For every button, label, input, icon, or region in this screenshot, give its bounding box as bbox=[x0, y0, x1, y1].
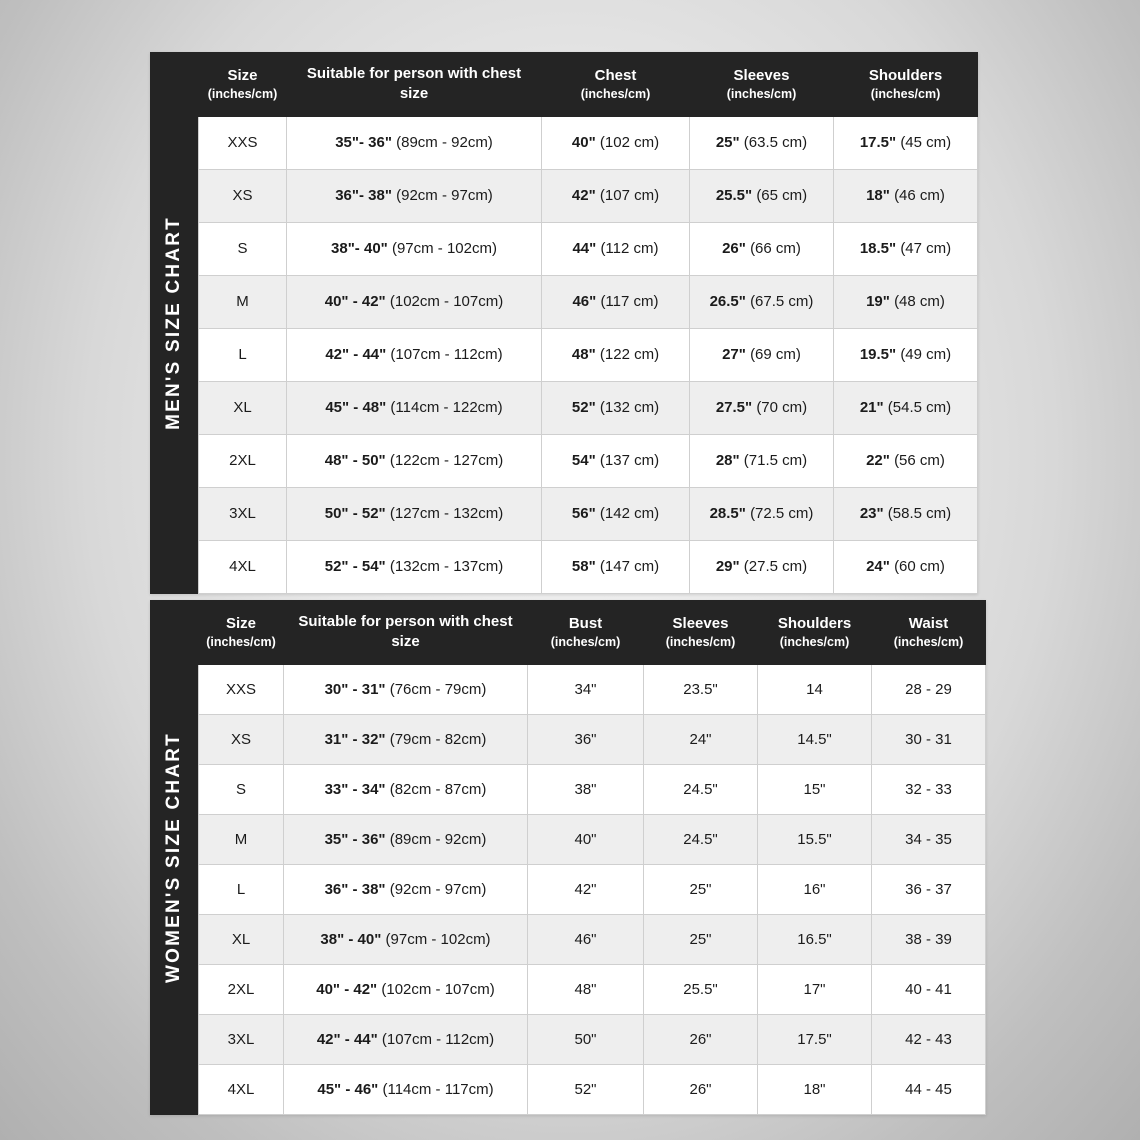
cell-shoulders: 18.5" (47 cm) bbox=[834, 222, 978, 275]
cell-size: XS bbox=[199, 169, 287, 222]
cell-suitable-chest-size: 45" - 48" (114cm - 122cm) bbox=[287, 381, 542, 434]
cell-suitable-chest-size: 45" - 46" (114cm - 117cm) bbox=[284, 1064, 528, 1114]
table-row bbox=[199, 434, 978, 487]
cell-bust: 38" bbox=[528, 764, 644, 814]
cell-sleeves: 24" bbox=[644, 714, 758, 764]
cell-suitable-chest-size: 30" - 31" (76cm - 79cm) bbox=[284, 664, 528, 714]
cell-suitable-chest-size: 40" - 42" (102cm - 107cm) bbox=[287, 275, 542, 328]
column-header-waist: Waist (inches/cm) bbox=[872, 601, 986, 665]
column-header-suitable-chest-size: Suitable for person with chest size bbox=[284, 601, 528, 665]
column-header-shoulders: Shoulders (inches/cm) bbox=[834, 53, 978, 117]
cell-waist: 30 - 31 bbox=[872, 714, 986, 764]
cell-suitable-chest-size: 42" - 44" (107cm - 112cm) bbox=[287, 328, 542, 381]
mens-chart-side-label-text: MEN'S SIZE CHART bbox=[163, 215, 184, 430]
table-row bbox=[199, 116, 978, 169]
cell-suitable-chest-size: 33" - 34" (82cm - 87cm) bbox=[284, 764, 528, 814]
womens-size-table bbox=[198, 600, 986, 1115]
cell-waist: 38 - 39 bbox=[872, 914, 986, 964]
cell-size: S bbox=[199, 222, 287, 275]
column-header-chest: Chest (inches/cm) bbox=[542, 53, 690, 117]
cell-bust: 34" bbox=[528, 664, 644, 714]
cell-size: XXS bbox=[199, 116, 287, 169]
table-row bbox=[199, 1064, 986, 1114]
table-header-row bbox=[199, 601, 986, 665]
column-header-size: Size (inches/cm) bbox=[199, 601, 284, 665]
cell-bust: 52" bbox=[528, 1064, 644, 1114]
mens-size-table bbox=[198, 52, 978, 594]
cell-chest: 58" (147 cm) bbox=[542, 540, 690, 593]
cell-suitable-chest-size: 35"- 36" (89cm - 92cm) bbox=[287, 116, 542, 169]
cell-size: 3XL bbox=[199, 1014, 284, 1064]
cell-suitable-chest-size: 38"- 40" (97cm - 102cm) bbox=[287, 222, 542, 275]
cell-shoulders: 15" bbox=[758, 764, 872, 814]
cell-waist: 28 - 29 bbox=[872, 664, 986, 714]
cell-sleeves: 28" (71.5 cm) bbox=[690, 434, 834, 487]
cell-sleeves: 24.5" bbox=[644, 814, 758, 864]
cell-size: XL bbox=[199, 381, 287, 434]
mens-chart-side-label bbox=[150, 52, 198, 594]
cell-suitable-chest-size: 31" - 32" (79cm - 82cm) bbox=[284, 714, 528, 764]
cell-bust: 46" bbox=[528, 914, 644, 964]
cell-suitable-chest-size: 38" - 40" (97cm - 102cm) bbox=[284, 914, 528, 964]
cell-shoulders: 18" bbox=[758, 1064, 872, 1114]
cell-waist: 36 - 37 bbox=[872, 864, 986, 914]
table-row bbox=[199, 222, 978, 275]
cell-size: L bbox=[199, 328, 287, 381]
womens-chart-side-label-text: WOMEN'S SIZE CHART bbox=[163, 731, 184, 983]
table-row bbox=[199, 764, 986, 814]
cell-waist: 40 - 41 bbox=[872, 964, 986, 1014]
cell-shoulders: 17.5" bbox=[758, 1014, 872, 1064]
cell-size: XS bbox=[199, 714, 284, 764]
column-header-bust: Bust (inches/cm) bbox=[528, 601, 644, 665]
cell-size: M bbox=[199, 814, 284, 864]
column-header-size: Size (inches/cm) bbox=[199, 53, 287, 117]
cell-shoulders: 16.5" bbox=[758, 914, 872, 964]
cell-shoulders: 17" bbox=[758, 964, 872, 1014]
cell-sleeves: 25.5" (65 cm) bbox=[690, 169, 834, 222]
cell-suitable-chest-size: 52" - 54" (132cm - 137cm) bbox=[287, 540, 542, 593]
cell-sleeves: 26" bbox=[644, 1014, 758, 1064]
table-row bbox=[199, 487, 978, 540]
cell-shoulders: 24" (60 cm) bbox=[834, 540, 978, 593]
cell-chest: 48" (122 cm) bbox=[542, 328, 690, 381]
table-row bbox=[199, 714, 986, 764]
womens-size-chart bbox=[150, 600, 986, 1115]
cell-chest: 54" (137 cm) bbox=[542, 434, 690, 487]
cell-shoulders: 23" (58.5 cm) bbox=[834, 487, 978, 540]
cell-size: S bbox=[199, 764, 284, 814]
cell-bust: 50" bbox=[528, 1014, 644, 1064]
table-row bbox=[199, 328, 978, 381]
cell-waist: 34 - 35 bbox=[872, 814, 986, 864]
cell-suitable-chest-size: 40" - 42" (102cm - 107cm) bbox=[284, 964, 528, 1014]
cell-sleeves: 24.5" bbox=[644, 764, 758, 814]
table-header-row bbox=[199, 53, 978, 117]
table-row bbox=[199, 814, 986, 864]
cell-chest: 40" (102 cm) bbox=[542, 116, 690, 169]
table-row bbox=[199, 864, 986, 914]
cell-size: M bbox=[199, 275, 287, 328]
table-row bbox=[199, 664, 986, 714]
cell-bust: 40" bbox=[528, 814, 644, 864]
cell-shoulders: 14 bbox=[758, 664, 872, 714]
cell-waist: 32 - 33 bbox=[872, 764, 986, 814]
cell-waist: 42 - 43 bbox=[872, 1014, 986, 1064]
cell-sleeves: 27.5" (70 cm) bbox=[690, 381, 834, 434]
cell-chest: 56" (142 cm) bbox=[542, 487, 690, 540]
table-row bbox=[199, 1014, 986, 1064]
cell-suitable-chest-size: 48" - 50" (122cm - 127cm) bbox=[287, 434, 542, 487]
cell-size: 2XL bbox=[199, 434, 287, 487]
cell-bust: 42" bbox=[528, 864, 644, 914]
cell-shoulders: 18" (46 cm) bbox=[834, 169, 978, 222]
cell-sleeves: 26" bbox=[644, 1064, 758, 1114]
cell-sleeves: 25.5" bbox=[644, 964, 758, 1014]
cell-sleeves: 25" bbox=[644, 864, 758, 914]
cell-suitable-chest-size: 36"- 38" (92cm - 97cm) bbox=[287, 169, 542, 222]
cell-sleeves: 23.5" bbox=[644, 664, 758, 714]
cell-suitable-chest-size: 50" - 52" (127cm - 132cm) bbox=[287, 487, 542, 540]
cell-bust: 36" bbox=[528, 714, 644, 764]
table-row bbox=[199, 275, 978, 328]
cell-shoulders: 16" bbox=[758, 864, 872, 914]
table-row bbox=[199, 381, 978, 434]
cell-bust: 48" bbox=[528, 964, 644, 1014]
cell-size: XXS bbox=[199, 664, 284, 714]
cell-sleeves: 28.5" (72.5 cm) bbox=[690, 487, 834, 540]
column-header-suitable-chest-size: Suitable for person with chest size bbox=[287, 53, 542, 117]
cell-suitable-chest-size: 36" - 38" (92cm - 97cm) bbox=[284, 864, 528, 914]
cell-size: 3XL bbox=[199, 487, 287, 540]
cell-shoulders: 19" (48 cm) bbox=[834, 275, 978, 328]
cell-sleeves: 26.5" (67.5 cm) bbox=[690, 275, 834, 328]
cell-size: L bbox=[199, 864, 284, 914]
cell-size: 2XL bbox=[199, 964, 284, 1014]
cell-shoulders: 14.5" bbox=[758, 714, 872, 764]
table-row bbox=[199, 964, 986, 1014]
cell-sleeves: 29" (27.5 cm) bbox=[690, 540, 834, 593]
cell-sleeves: 25" bbox=[644, 914, 758, 964]
cell-sleeves: 25" (63.5 cm) bbox=[690, 116, 834, 169]
cell-size: XL bbox=[199, 914, 284, 964]
cell-waist: 44 - 45 bbox=[872, 1064, 986, 1114]
cell-sleeves: 27" (69 cm) bbox=[690, 328, 834, 381]
table-row bbox=[199, 914, 986, 964]
cell-chest: 46" (117 cm) bbox=[542, 275, 690, 328]
womens-chart-side-label bbox=[150, 600, 198, 1115]
cell-size: 4XL bbox=[199, 540, 287, 593]
cell-chest: 42" (107 cm) bbox=[542, 169, 690, 222]
cell-shoulders: 22" (56 cm) bbox=[834, 434, 978, 487]
cell-suitable-chest-size: 42" - 44" (107cm - 112cm) bbox=[284, 1014, 528, 1064]
mens-size-chart bbox=[150, 52, 978, 594]
column-header-sleeves: Sleeves (inches/cm) bbox=[690, 53, 834, 117]
cell-suitable-chest-size: 35" - 36" (89cm - 92cm) bbox=[284, 814, 528, 864]
cell-shoulders: 15.5" bbox=[758, 814, 872, 864]
cell-shoulders: 17.5" (45 cm) bbox=[834, 116, 978, 169]
cell-size: 4XL bbox=[199, 1064, 284, 1114]
cell-shoulders: 19.5" (49 cm) bbox=[834, 328, 978, 381]
column-header-shoulders: Shoulders (inches/cm) bbox=[758, 601, 872, 665]
table-row bbox=[199, 540, 978, 593]
cell-chest: 44" (112 cm) bbox=[542, 222, 690, 275]
table-row bbox=[199, 169, 978, 222]
cell-sleeves: 26" (66 cm) bbox=[690, 222, 834, 275]
cell-shoulders: 21" (54.5 cm) bbox=[834, 381, 978, 434]
column-header-sleeves: Sleeves (inches/cm) bbox=[644, 601, 758, 665]
cell-chest: 52" (132 cm) bbox=[542, 381, 690, 434]
